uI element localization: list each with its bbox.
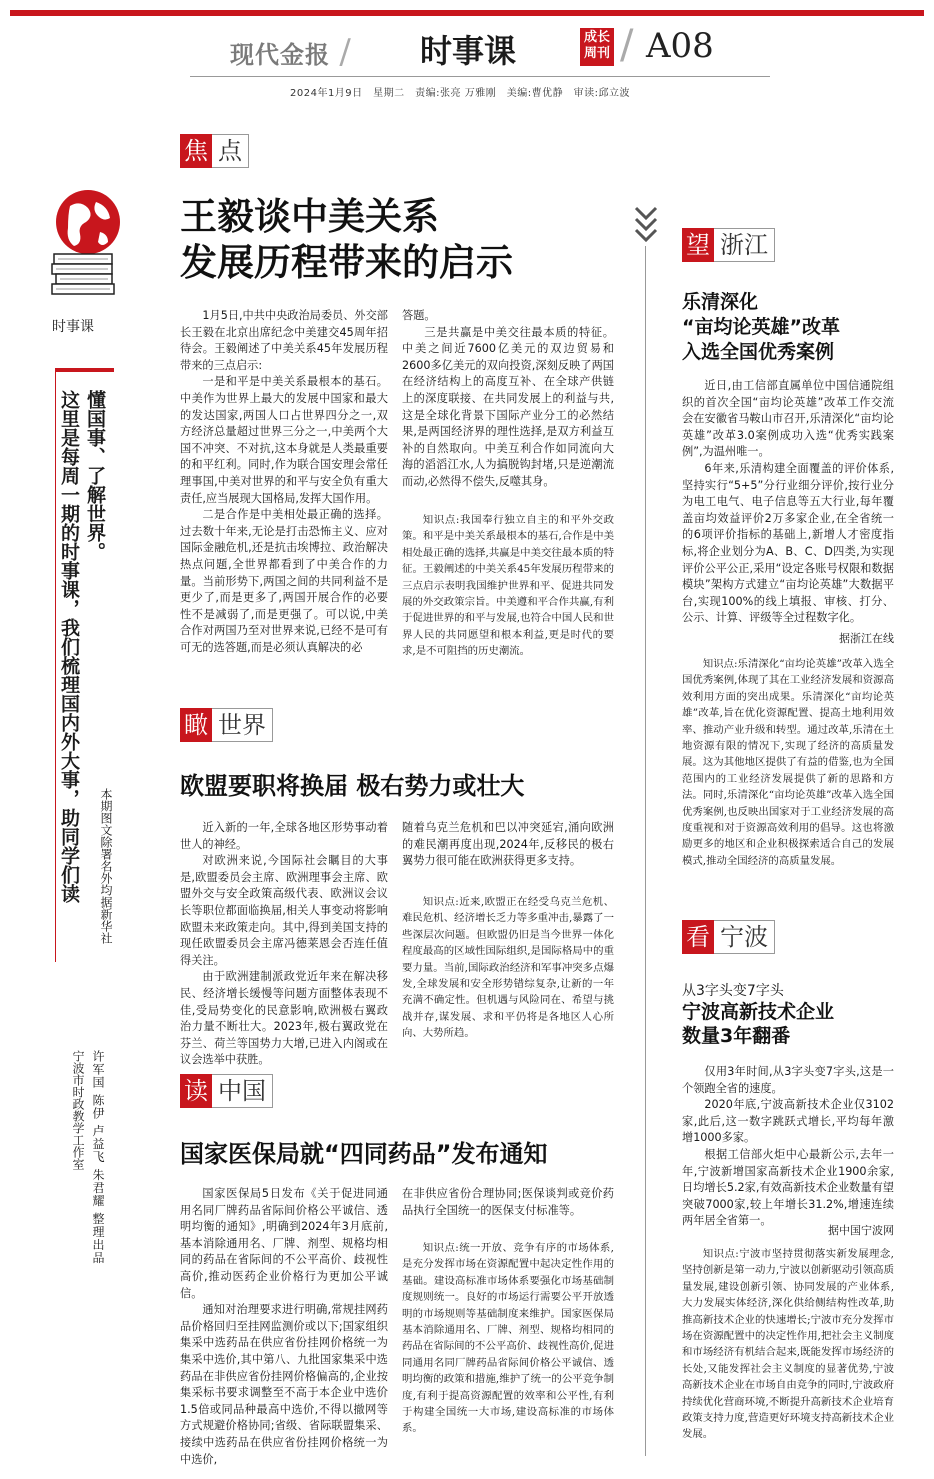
ningbo-kicker: 从3字头变7字头 xyxy=(682,983,784,999)
dateline: 2024年1月9日 星期二 责编:张亮 万雅刚 美编:曹优静 审读:邱立波 xyxy=(290,88,630,99)
sidebar-editors: 许军国 陈伊 卢益飞 朱君耀 整理出品 xyxy=(91,1050,105,1265)
sidebar-slogan-1: 懂国事、了解世界。 xyxy=(84,390,106,561)
section-label-ningbo: 看 宁波 xyxy=(682,920,775,954)
zhejiang-headline: 乐清深化 “亩均论英雄”改革 入选全国优秀案例 xyxy=(682,291,840,363)
focus-body-right: 答题。 三是共赢是中美交往最本质的特征。中美之间近7600亿美元的双边贸易和2600多亿美元的双向投资,深刻反映了两国在经济结构上的高度互补、在全球产供链上的深度联接、在共同发展上的利益与共,这是全球化背景下国际产业分工的必然结果,是两国经济界的理性选择,是双方利益互补的自然取向。中美互利合作如同流向大海的滔滔江水,人为搞脱钩封堵,只是逆潮流而动,必然得不偿失,反噬其身。 xyxy=(402,309,614,488)
masthead-badge: 成长周刊 xyxy=(580,28,614,66)
ningbo-headline: 宁波高新技术企业 数量3年翻番 xyxy=(682,1001,835,1047)
masthead-rule xyxy=(190,76,770,77)
zhejiang-body: 近日,由工信部直属单位中国信通院组织的首次全国“亩均论英雄”改革工作交流会在安徽省马鞍山市召开,乐清深化“亩均论英雄”改革3.0案例成功入选“优秀实践案例”,为温州唯一。 6年来,乐清构建全面覆盖的评价体系,坚持实行“5+5”分行业细分评价,按行业分为电工电气、电子信息等五大行业,每年覆盖亩均效益评价2万多家企业,在全省统一的6项评价指标的基础上,新增人才密度指标,将企业划分为A、B、C、D四类,为实现评价公平公正,采用“设定各账号权限和数据模块”架构方式建立“亩均论英雄”大数据平台,实现100%的线上填报、审核、打分、公示、计算、评级等全过程数字化。 xyxy=(682,379,894,625)
section-label-focus: 焦 点 xyxy=(180,134,249,168)
column-divider xyxy=(645,246,646,1456)
sidebar-logo-label: 时事课 xyxy=(52,319,94,335)
top-red-bar xyxy=(10,10,924,16)
focus-headline: 王毅谈中美关系 发展历程带来的启示 xyxy=(180,195,513,284)
sidebar-credits: 本期图文除署名外均据新华社 xyxy=(99,788,113,944)
ningbo-source: 据中国宁波网 xyxy=(828,1224,894,1237)
world-knowledge-note: 知识点:近来,欧盟正在经受乌克兰危机、难民危机、经济增长乏力等多重冲击,暴露了一些深层次问题。但欧盟仍旧是当今世界一体化程度最高的区域性国际组织,是国际格局中的重要力量。当前,国际政治经济和军事冲突多点爆发,全球发展和安全形势错综复杂,让新的一年充满不确定性。但机遇与风险同在、希望与挑战并存,谋发展、求和平仍将是各地区人心所向、大势所趋。 xyxy=(402,896,614,1040)
sidebar-slogan-2: 这里是每周一期的时事课，我们梳理国内外大事，助同学们读 xyxy=(58,390,80,903)
chevron-down-icon xyxy=(634,206,658,246)
ningbo-body: 仅用3年时间,从3字头变7字头,这是一个领跑全省的速度。 2020年底,宁波高新技术企业仅3102家,此后,这一数字跳跃式增长,平均每年激增1000多家。 根据工信部火炬中心最新公示,去年一年,宁波新增国家高新技术企业1900余家,日均增长5.2家,有效高新技术企业数量有望突破7000家,较上年增长31.2%,增速连续两年居全省第一。 xyxy=(682,1065,894,1228)
masthead-section-title: 时事课 xyxy=(420,32,517,70)
ningbo-knowledge-note: 知识点:宁波市坚持贯彻落实新发展理念,坚持创新是第一动力,宁波以创新驱动引领高质量发展,建设创新引领、协同发展的产业体系,大力发展实体经济,深化供给侧结构性改革,助推高新技术企业的快速增长;宁波市充分发挥市场在资源配置中的决定性作用,把社会主义制度和市场经济有机结合起来,既能发挥市场经济的长处,又能发挥社会主义制度的显著优势,宁波高新技术企业在市场自由竞争的同时,宁波政府持续优化营商环境,不断提升高新技术企业培育政策支持力度,营造更好环境支持高新技术企业发展。 xyxy=(682,1248,894,1441)
section-label-zhejiang: 望 浙江 xyxy=(682,228,775,262)
focus-knowledge-note: 知识点:我国奉行独立自主的和平外交政策。和平是中美关系最根本的基石,合作是中美相处最正确的选择,共赢是中美交往最本质的特征。王毅阐述的中美关系45年发展历程带来的三点启示表明我国维护世界和平、促进共同发展的外交政策宗旨。中美遵和平合作共赢,有利于促进世界的和平与发展,也符合中国人民和世界人民的共同愿望和根本利益,更是时代的要求,是不可阻挡的历史潮流。 xyxy=(402,514,614,658)
china-headline: 国家医保局就“四同药品”发布通知 xyxy=(180,1140,548,1168)
section-label-china: 读 中国 xyxy=(180,1074,273,1108)
masthead-page-number: A08 xyxy=(646,26,714,66)
sidebar-org: 宁波市时政教学工作室 xyxy=(71,1050,85,1170)
masthead-paper-name: 现代金报 / xyxy=(230,32,352,72)
zhejiang-source: 据浙江在线 xyxy=(839,632,894,645)
world-headline: 欧盟要职将换届 极右势力或壮大 xyxy=(180,772,525,800)
world-body-right: 随着乌克兰危机和巴以冲突延宕,涌向欧洲的难民潮再度出现,2024年,反移民的极右翼势力很可能在欧洲获得更多支持。 xyxy=(402,821,614,868)
china-knowledge-note: 知识点:统一开放、竞争有序的市场体系,是充分发挥市场在资源配置中起决定性作用的基础。建设高标准市场体系要强化市场基础制度规则统一。良好的市场运行需要公平开放透明的市场规则等基础制度来维护。国家医保局基本消除通用名、厂牌、剂型、规格均相同的药品在省际间的不公平高价、歧视性高价,促进同通用名同厂牌药品省际间价格公平诚信、透明均衡的政策和措施,维护了统一的公平竞争制度,有利于提高资源配置的效率和公平性,有利于构建全国统一大市场,建设高标准的市场体系。 xyxy=(402,1242,614,1435)
china-body-right: 在非供应省份合理协同;医保谈判或竞价药品执行全国统一的医保支付标准等。 xyxy=(402,1187,614,1217)
world-body-left: 近入新的一年,全球各地区形势事动着世人的神经。 对欧洲来说,今国际社会瞩目的大事是,欧盟委员会主席、欧洲理事会主席、欧盟外交与安全政策高级代表、欧洲议会议长等职位都面临换届,相关人事变动将影响欧盟未来政策走向。其中,得到美国支持的现任欧盟委员会主席冯德莱恩会否连任值得关注。 由于欧洲建制派政党近年来在解决移民、经济增长缓慢等问题方面整体表现不佳,受局势变化的民意影响,欧洲极右翼政治力量不断壮大。2023年,极右翼政党在芬兰、荷兰等国势力大增,已进入内阁或在议会选举中获胜。 xyxy=(180,821,388,1067)
masthead-divider: / xyxy=(620,22,634,68)
section-label-world: 瞰 世界 xyxy=(180,708,273,742)
zhejiang-knowledge-note: 知识点:乐清深化“亩均论英雄”改革入选全国优秀案例,体现了其在工业经济发展和资源高效利用方面的突出成果。乐清深化“亩均论英雄”改革,旨在优化资源配置、提高土地利用效率、推动产业升级和转型。通过改革,乐清在土地资源有限的情况下,实现了经济的高质量发展。这为其他地区提供了有益的借鉴,也为全国范围内的工业经济发展提供了新的思路和方法。同时,乐清深化“亩均论英雄”改革入选全国优秀案例,也反映出国家对于工业经济发展的高度重视和对于资源高效利用的倡导。这也将激励更多的地区和企业积极探索适合自己的发展模式,推动全国经济的高质量发展。 xyxy=(682,658,894,867)
focus-body-left: 1月5日,中共中央政治局委员、外交部长王毅在北京出席纪念中美建交45周年招待会。王毅阐述了中美关系45年发展历程带来的三点启示: 一是和平是中美关系最根本的基石。中美作为世界上最大的发展中国家和最大的发达国家,两国人口占世界四分之一,双方经济总量超过世界三分之一,中美两个大国不冲突、不对抗,这本身就是人类最重要的和平红利。同时,作为联合国安理会常任理事国,中美对世界的和平与安全负有重大责任,应当展现大国格局,发挥大国作用。 二是合作是中美相处最正确的选择。过去数十年来,无论是打击恐怖主义、应对国际金融危机,还是抗击埃博拉、政治解决热点问题,全世界都看到了中美合作的力量。当前形势下,两国之间的共同利益不是更少了,而是更多了,两国开展合作的必要性不是减弱了,而是更强了。可以说,中美合作对两国乃至对世界来说,已经不是可有可无的选答题,而是必须认真解决的必 xyxy=(180,309,388,654)
globe-books-logo xyxy=(48,188,118,314)
china-body-left: 国家医保局5日发布《关于促进同通用名同厂牌药品省际间价格公平诚信、透明均衡的通知》,明确到2024年3月底前,基本消除通用名、厂牌、剂型、规格均相同的药品在省际间的不公平高价、歧视性高价,推动医药企业价格行为更加公平诚信。 通知对治理要求进行明确,常规挂网药品价格回归至挂网监测价或以下;国家组织集采中选药品在供应省份挂网价格统一为集采中选价,其中第八、九批国家集采中选药品在非供应省份挂网价格偏高的,企业按集采标书要求调整至不高于本企业中选价1.5倍或同品种最高中选价,不得以撤网等方式规避价格协同;省级、省际联盟集采、接续中选药品在供应省份挂网价格统一为中选价, xyxy=(180,1187,388,1466)
